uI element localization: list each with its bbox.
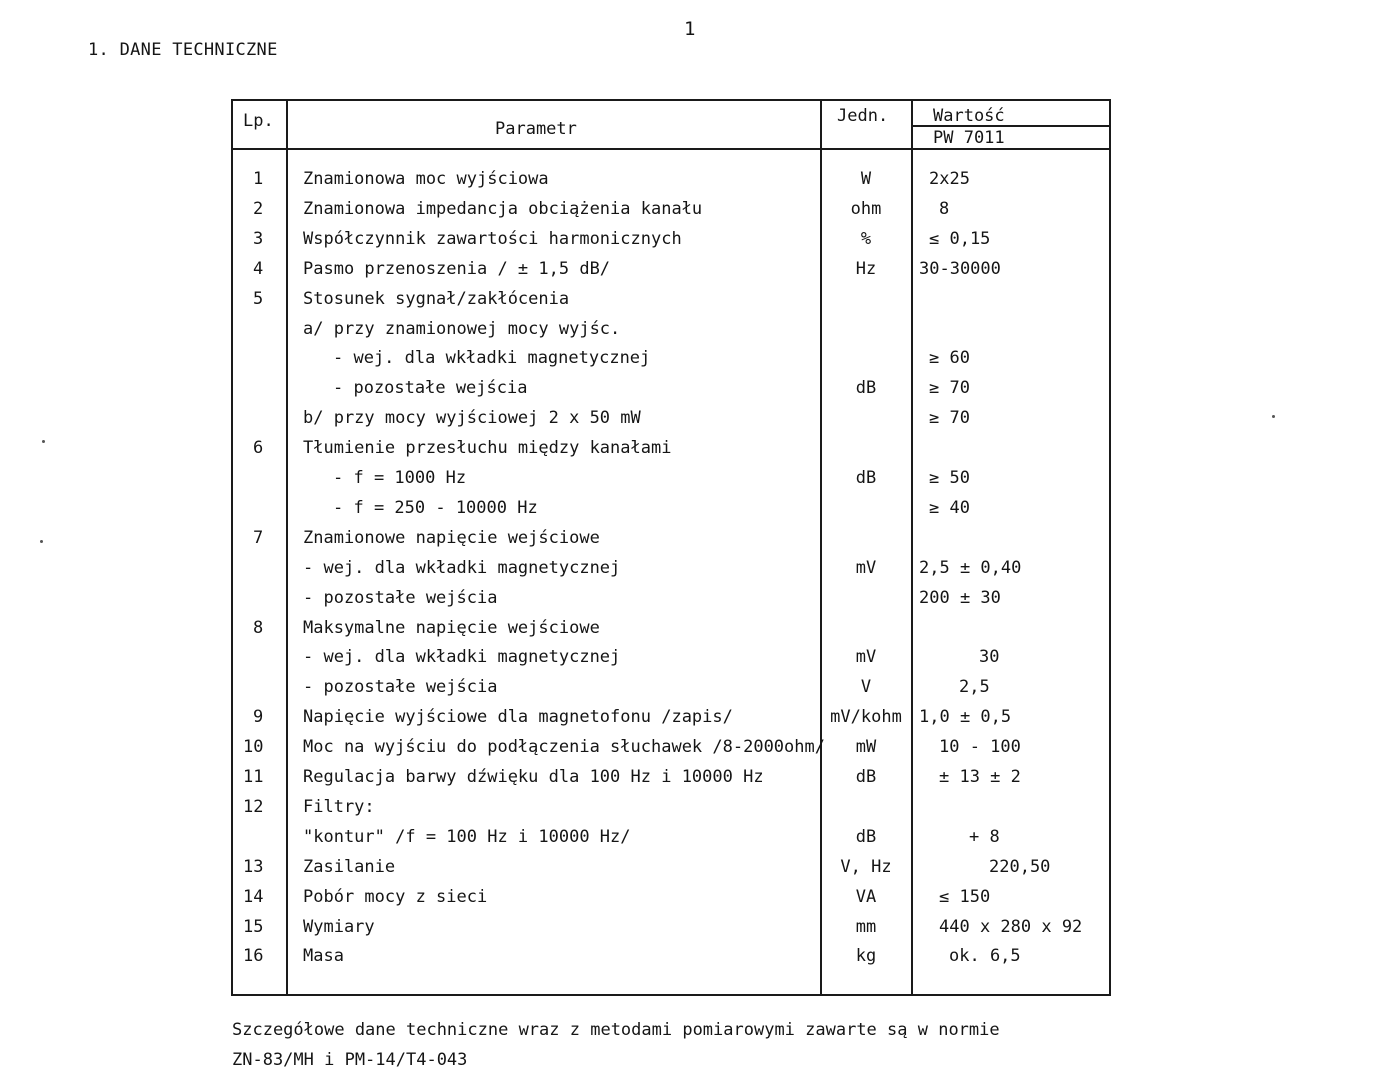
row-value: 30 [979,647,1000,668]
row-parameter: b/ przy mocy wyjściowej 2 x 50 mW [303,408,641,429]
row-parameter: Pobór mocy z sieci [303,886,488,907]
column-divider [911,101,913,994]
row-unit: V, Hz [840,856,892,877]
footnote-line-2: ZN-83/MH i PM-14/T4-043 [232,1050,468,1070]
row-value: + 8 [969,826,1000,847]
row-lp: 7 [253,527,264,548]
row-value: 220,50 [989,856,1051,877]
row-parameter: Znamionowa moc wyjściowa [303,169,549,189]
row-unit: mV [855,647,877,668]
row-parameter: a/ przy znamionowej mocy wyjśc. [303,318,621,339]
row-value: 10 - 100 [939,737,1021,758]
row-value: 200 ± 30 [919,587,1001,608]
row-value: 1,0 ± 0,5 [919,707,1012,728]
row-value: 2,5 ± 0,40 [919,557,1022,578]
row-unit: mV/kohm [830,707,902,728]
row-lp: 1 [253,169,264,189]
row-lp: 4 [253,258,264,279]
row-unit: V [860,677,872,698]
row-parameter: Regulacja barwy dźwięku dla 100 Hz i 10000 Hz [303,767,764,787]
row-unit: dB [855,468,877,488]
row-parameter: - wej. dla wkładki magnetycznej [333,348,651,369]
row-lp: 13 [243,856,264,877]
row-lp: 3 [253,228,264,249]
row-unit: % [860,228,872,249]
row-parameter: - pozostałe wejścia [303,677,498,698]
row-unit: ohm [850,198,882,219]
row-unit: VA [855,886,877,907]
row-value: ≤ 0,15 [929,228,991,249]
row-parameter: - wej. dla wkładki magnetycznej [303,557,621,578]
row-lp: 11 [243,767,264,787]
row-lp: 8 [253,617,264,638]
page-number: 1 [684,18,696,40]
row-lp: 15 [243,916,264,937]
row-parameter: Napięcie wyjściowe dla magnetofonu /zapis/ [303,707,733,728]
row-lp: 14 [243,886,264,907]
row-parameter: - f = 250 - 10000 Hz [333,497,538,518]
row-unit: W [860,169,872,189]
row-parameter: Masa [303,946,344,967]
row-parameter: - pozostałe wejścia [303,587,498,608]
scan-speck [42,440,45,443]
row-parameter: Pasmo przenoszenia / ± 1,5 dB/ [303,258,611,279]
row-parameter: Zasilanie [303,856,396,877]
row-parameter: Współczynnik zawartości harmonicznych [303,228,682,249]
row-lp: 6 [253,438,264,459]
header-lp: Lp. [243,111,274,131]
spec-table [231,99,1111,996]
row-parameter: Znamionowa impedancja obciążenia kanału [303,198,703,219]
row-parameter: - wej. dla wkładki magnetycznej [303,647,621,668]
row-parameter: Tłumienie przesłuchu między kanałami [303,438,672,459]
header-wartosc: Wartość [933,106,1005,126]
scan-speck [1272,415,1275,418]
row-parameter: Znamionowe napięcie wejściowe [303,527,600,548]
header-model: PW 7011 [933,128,1005,148]
row-value: ≥ 70 [929,408,970,429]
scan-speck [40,540,43,543]
row-value: 8 [939,198,950,219]
row-lp: 5 [253,288,264,309]
row-value: 2x25 [929,169,970,189]
row-parameter: Moc na wyjściu do podłączenia słuchawek /8-2000ohm/ [303,737,825,758]
row-parameter: - pozostałe wejścia [333,378,528,399]
row-value: ≥ 60 [929,348,970,369]
row-lp: 2 [253,198,264,219]
row-lp: 10 [243,737,264,758]
row-value: ≥ 70 [929,378,970,399]
row-unit: dB [855,826,877,847]
row-unit: mm [855,916,877,937]
row-unit: Hz [855,258,877,279]
row-unit: dB [855,378,877,399]
row-unit: mV [855,557,877,578]
row-value: 2,5 [959,677,990,698]
row-lp: 16 [243,946,264,967]
header-rule [233,148,1109,150]
row-value: 30-30000 [919,258,1001,279]
header-jedn: Jedn. [837,106,889,126]
row-parameter: Stosunek sygnał/zakłócenia [303,288,570,309]
row-value: 440 x 280 x 92 [939,916,1083,937]
column-divider [286,101,288,994]
row-value: ≤ 150 [939,886,991,907]
row-lp: 9 [253,707,264,728]
row-parameter: Filtry: [303,796,375,817]
footnote-line-1: Szczegółowe dane techniczne wraz z metodami pomiarowymi zawarte są w normie [232,1020,1000,1040]
header-parametr: Parametr [495,119,577,139]
row-value: ≥ 50 [929,468,970,488]
row-parameter: - f = 1000 Hz [333,468,467,488]
row-unit: mW [855,737,877,758]
row-unit: dB [855,767,877,787]
section-heading: 1. DANE TECHNICZNE [88,40,278,60]
row-value: ≥ 40 [929,497,970,518]
row-parameter: Wymiary [303,916,375,937]
row-parameter: "kontur" /f = 100 Hz i 10000 Hz/ [303,826,631,847]
row-value: ± 13 ± 2 [939,767,1021,787]
row-value: ok. 6,5 [949,946,1021,967]
row-lp: 12 [243,796,264,817]
row-parameter: Maksymalne napięcie wejściowe [303,617,600,638]
row-unit: kg [855,946,877,967]
